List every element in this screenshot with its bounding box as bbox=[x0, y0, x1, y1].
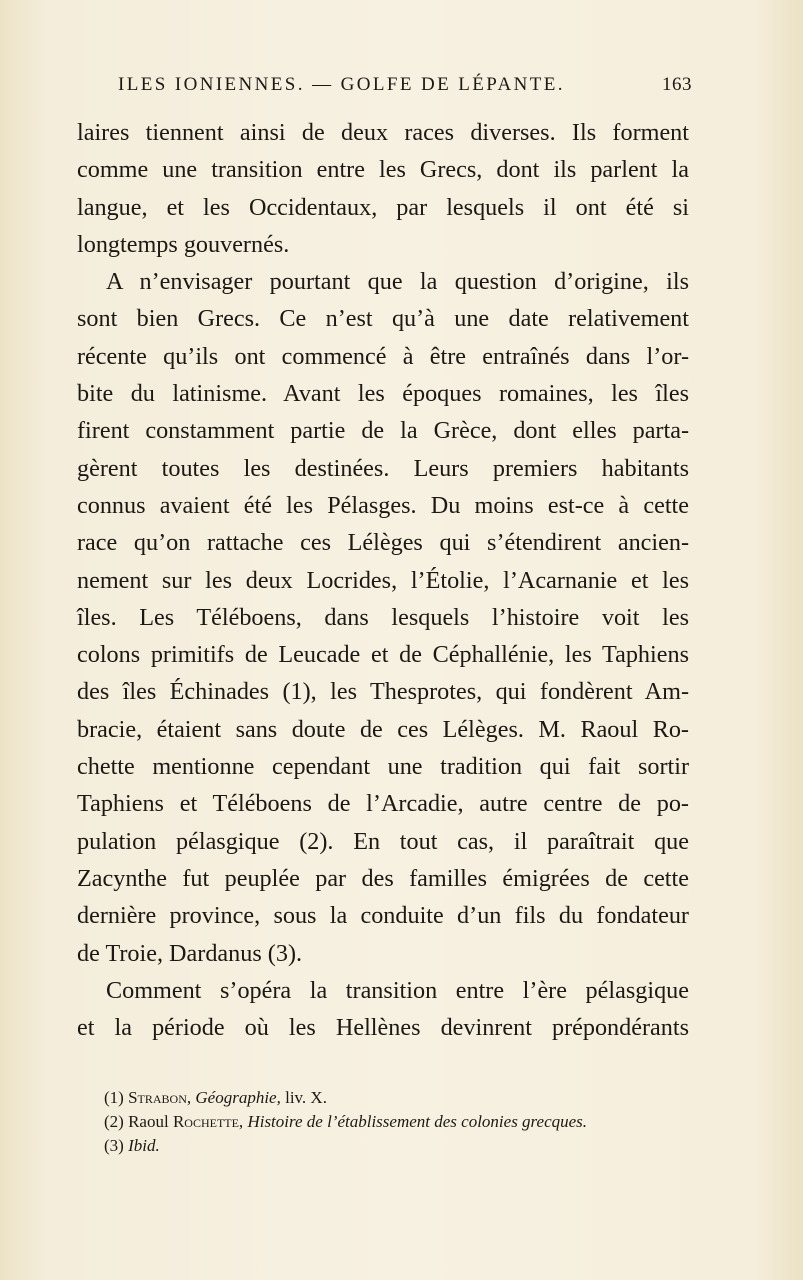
text-line: pulation pélasgique (2). En tout cas, il paraîtrait que bbox=[77, 827, 689, 855]
text-line: îles. Les Téléboens, dans lesquels l’histoire voit les bbox=[77, 603, 689, 631]
footnote-1 bbox=[104, 1086, 684, 1110]
footnote-author: Rochette, bbox=[172, 1112, 244, 1131]
text-line: bite du latinisme. Avant les époques romaines, les îles bbox=[77, 380, 689, 408]
text-line: bracie, étaient sans doute de ces Lélèges. M. Raoul Ro- bbox=[77, 715, 689, 743]
text-line: récente qu’ils ont commencé à être entraînés dans l’or- bbox=[77, 342, 689, 370]
footnote-title: Géographie, bbox=[195, 1088, 281, 1107]
text-line: gèrent toutes les destinées. Leurs premiers habitants bbox=[77, 454, 689, 482]
text-line: Taphiens et Téléboens de l’Arcadie, autre centre de po- bbox=[77, 790, 689, 818]
text-line: et la période où les Hellènes devinrent prépondérants bbox=[77, 1014, 689, 1042]
text-line: firent constamment partie de la Grèce, dont elles parta- bbox=[77, 417, 689, 445]
running-title: ILES IONIENNES. — GOLFE DE LÉPANTE. bbox=[118, 74, 565, 95]
footnote-3 bbox=[104, 1134, 684, 1158]
text-line: des îles Échinades (1), les Thesprotes, qui fondèrent Am- bbox=[77, 678, 689, 706]
footnote-marker: (2) bbox=[104, 1112, 124, 1131]
text-line: A n’envisager pourtant que la question d’origine, ils bbox=[106, 268, 689, 296]
text-line: comme une transition entre les Grecs, dont ils parlent la bbox=[77, 156, 689, 184]
footnote-marker: (3) bbox=[104, 1136, 124, 1155]
text-line: laires tiennent ainsi de deux races diverses. Ils forment bbox=[77, 119, 689, 146]
text-line: Comment s’opéra la transition entre l’ère pélasgique bbox=[106, 976, 689, 1004]
footnote-author-prefix: Raoul bbox=[128, 1112, 169, 1131]
running-header bbox=[118, 74, 692, 96]
text-line: chette mentionne cependant une tradition qui fait sortir bbox=[77, 753, 689, 781]
text-line: dernière province, sous la conduite d’un fils du fondateur bbox=[77, 902, 689, 930]
text-line: connus avaient été les Pélasges. Du moins est-ce à cette bbox=[77, 491, 689, 519]
text-line: race qu’on rattache ces Lélèges qui s’étendirent ancien- bbox=[77, 529, 689, 557]
text-line: de Troie, Dardanus (3). bbox=[77, 939, 303, 967]
text-line: sont bien Grecs. Ce n’est qu’à une date relativement bbox=[77, 305, 689, 333]
footnotes bbox=[104, 1086, 684, 1158]
footnote-author: Strabon, bbox=[128, 1088, 192, 1107]
text-line: nement sur les deux Locrides, l’Étolie, l’Acarnanie et les bbox=[77, 566, 689, 594]
text-line: Zacynthe fut peuplée par des familles émigrées de cette bbox=[77, 864, 689, 892]
footnote-title: Ibid. bbox=[128, 1136, 160, 1155]
text-line: colons primitifs de Leucade et de Céphallénie, les Taphiens bbox=[77, 641, 689, 669]
footnote-marker: (1) bbox=[104, 1088, 124, 1107]
text-line: longtemps gouvernés. bbox=[77, 230, 290, 258]
footnote-rest: liv. X. bbox=[285, 1088, 327, 1107]
text-line: langue, et les Occidentaux, par lesquels il ont été si bbox=[77, 193, 689, 221]
footnote-title: Histoire de l’établissement des colonies grecques. bbox=[247, 1112, 588, 1131]
main-text bbox=[77, 114, 689, 1046]
footnote-2 bbox=[104, 1110, 684, 1134]
page-number: 163 bbox=[662, 74, 692, 95]
